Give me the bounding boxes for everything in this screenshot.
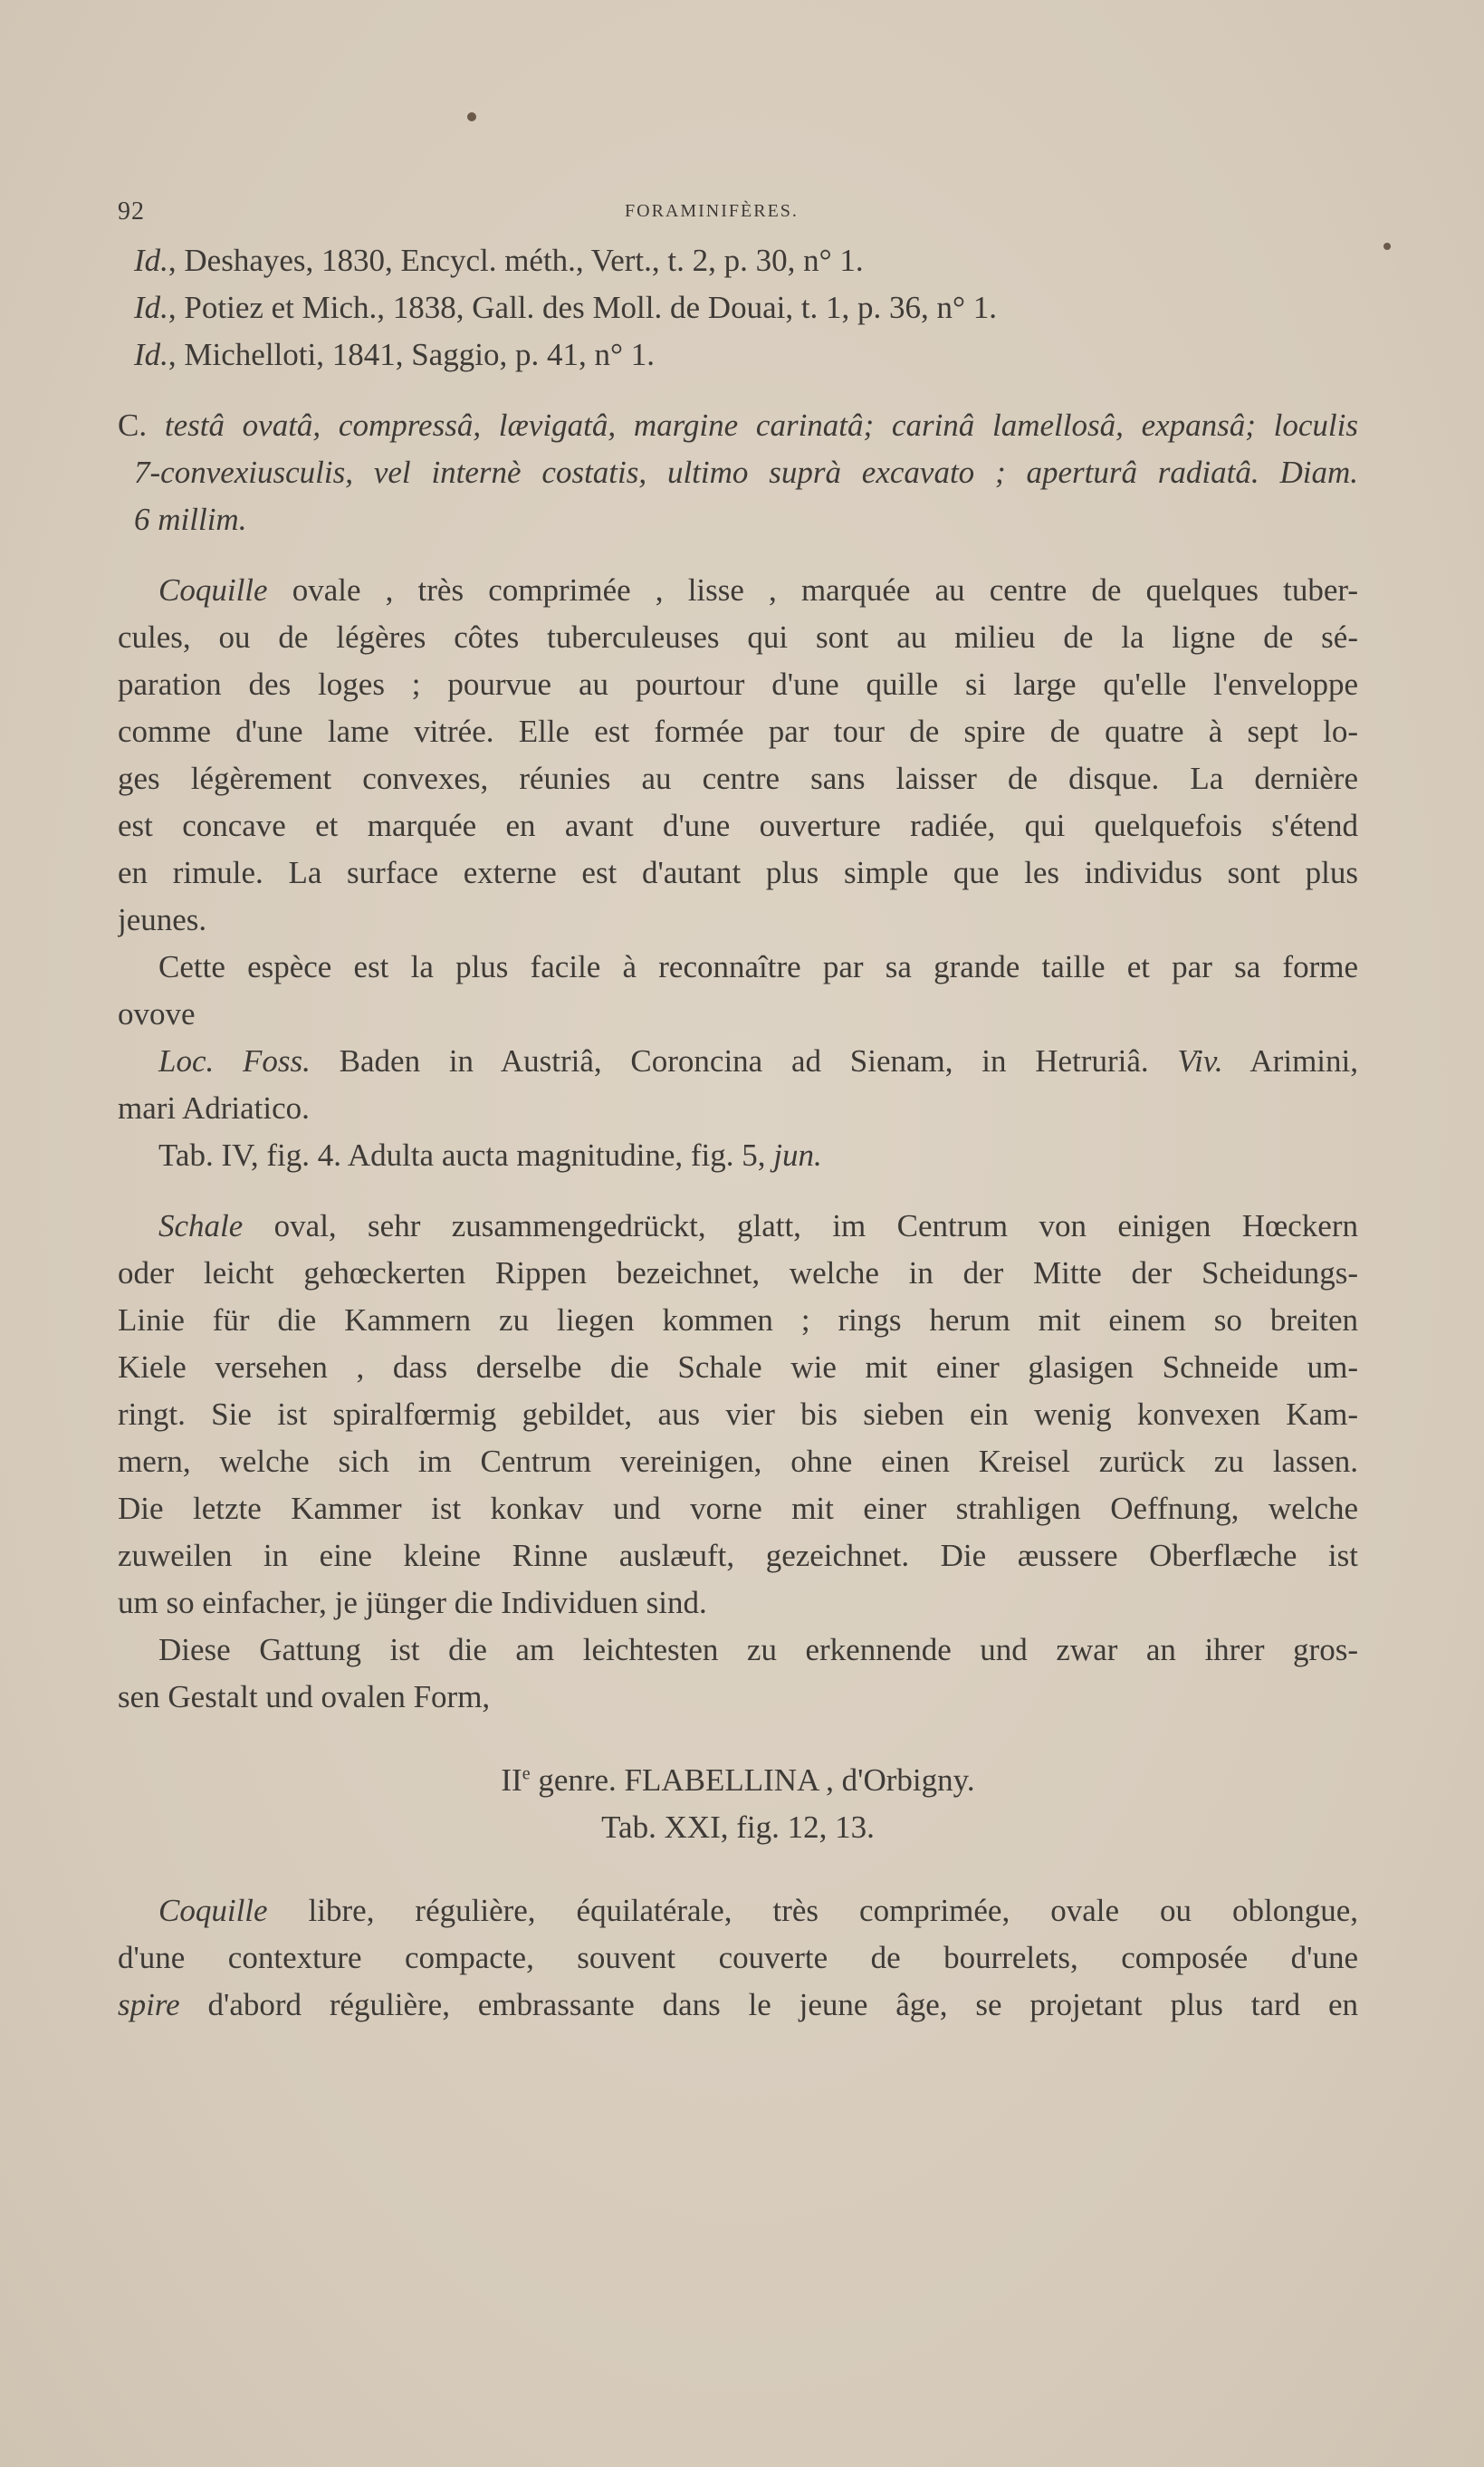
synonym-line: Id., Michelloti, 1841, Saggio, p. 41, n° 1. [134, 337, 655, 372]
locality-line: mari Adriatico. [118, 1090, 310, 1126]
french-description-line: ges légèrement convexes, réunies au centre sans laisser de disque. La dernière [118, 761, 1358, 796]
german-description-line: Schale oval, sehr zusammengedrückt, glatt, im Centrum von einigen Hœckern [158, 1208, 1358, 1243]
german-description-line: mern, welche sich im Centrum vereinigen, ohne einen Kreisel zurück zu lassen. [118, 1444, 1358, 1479]
genus-description-line: spire d'abord régulière, embrassante dans le jeune âge, se projetant plus tard en [118, 1987, 1358, 2022]
page-body [118, 237, 1358, 2029]
french-description-line: en rimule. La surface externe est d'autant plus simple que les individus sont plus [118, 855, 1358, 890]
latin-diagnosis-line: C. testâ ovatâ, compressâ, lævigatâ, margine carinatâ; carinâ lamellosâ, expansâ; loculis [118, 408, 1358, 443]
genus-plate-reference: Tab. XXI, fig. 12, 13. [601, 1809, 875, 1845]
german-description-line: Kiele versehen , dass derselbe die Schale wie mit einer glasigen Schneide um- [118, 1349, 1358, 1385]
french-remark-line: ovove [118, 996, 196, 1032]
synonym-line: Id., Deshayes, 1830, Encycl. méth., Vert., t. 2, p. 30, n° 1. [134, 243, 864, 278]
running-title: FORAMINIFÈRES. [625, 201, 799, 221]
latin-diagnosis-line: 7-convexiusculis, vel internè costatis, ultimo suprà excavato ; aperturâ radiatâ. Diam. [134, 455, 1358, 490]
ink-speck [1383, 243, 1391, 250]
french-description-line: cules, ou de légères côtes tuberculeuses qui sont au milieu de la ligne de sé- [118, 619, 1358, 655]
ink-speck [467, 112, 476, 121]
german-remark-line: sen Gestalt und ovalen Form, [118, 1679, 491, 1714]
genus-description-line: Coquille libre, régulière, équilatérale, très comprimée, ovale ou oblongue, [158, 1893, 1358, 1928]
genus-description-line: d'une contexture compacte, souvent couverte de bourrelets, composée d'une [118, 1940, 1358, 1975]
french-description-line: paration des loges ; pourvue au pourtour d'une quille si large qu'elle l'enveloppe [118, 667, 1358, 702]
genus-heading: IIe genre. FLABELLINA , d'Orbigny. [501, 1762, 975, 1798]
german-description-line: Linie für die Kammern zu liegen kommen ; rings herum mit einem so breiten [118, 1302, 1358, 1338]
french-remark-line: Cette espèce est la plus facile à reconnaître par sa grande taille et par sa forme [158, 949, 1358, 984]
page-number: 92 [118, 197, 145, 226]
page-header [118, 197, 1367, 234]
synonym-line: Id., Potiez et Mich., 1838, Gall. des Moll. de Douai, t. 1, p. 36, n° 1. [134, 290, 998, 325]
german-description-line: oder leicht gehœckerten Rippen bezeichnet, welche in der Mitte der Scheidungs- [118, 1255, 1358, 1291]
locality-line: Loc. Foss. Baden in Austriâ, Coroncina ad Sienam, in Hetruriâ. Viv. Arimini, [158, 1043, 1358, 1079]
german-description-line: um so einfacher, je jünger die Individuen sind. [118, 1585, 707, 1620]
plate-reference: Tab. IV, fig. 4. Adulta aucta magnitudine, fig. 5, jun. [158, 1138, 822, 1173]
french-description-line: jeunes. [118, 902, 207, 937]
german-remark-line: Diese Gattung ist die am leichtesten zu erkennende und zwar an ihrer gros- [158, 1632, 1358, 1667]
german-description-line: ringt. Sie ist spiralfœrmig gebildet, aus vier bis sieben ein wenig konvexen Kam- [118, 1397, 1358, 1432]
latin-diagnosis-line: 6 millim. [134, 502, 247, 537]
german-description-line: Die letzte Kammer ist konkav und vorne mit einer strahligen Oeffnung, welche [118, 1491, 1358, 1526]
french-description-line: est concave et marquée en avant d'une ouverture radiée, qui quelquefois s'étend [118, 808, 1358, 843]
french-description-line: Coquille ovale , très comprimée , lisse , marquée au centre de quelques tuber- [158, 572, 1358, 608]
french-description-line: comme d'une lame vitrée. Elle est formée par tour de spire de quatre à sept lo- [118, 714, 1358, 749]
german-description-line: zuweilen in eine kleine Rinne auslæuft, gezeichnet. Die æussere Oberflæche ist [118, 1538, 1358, 1573]
